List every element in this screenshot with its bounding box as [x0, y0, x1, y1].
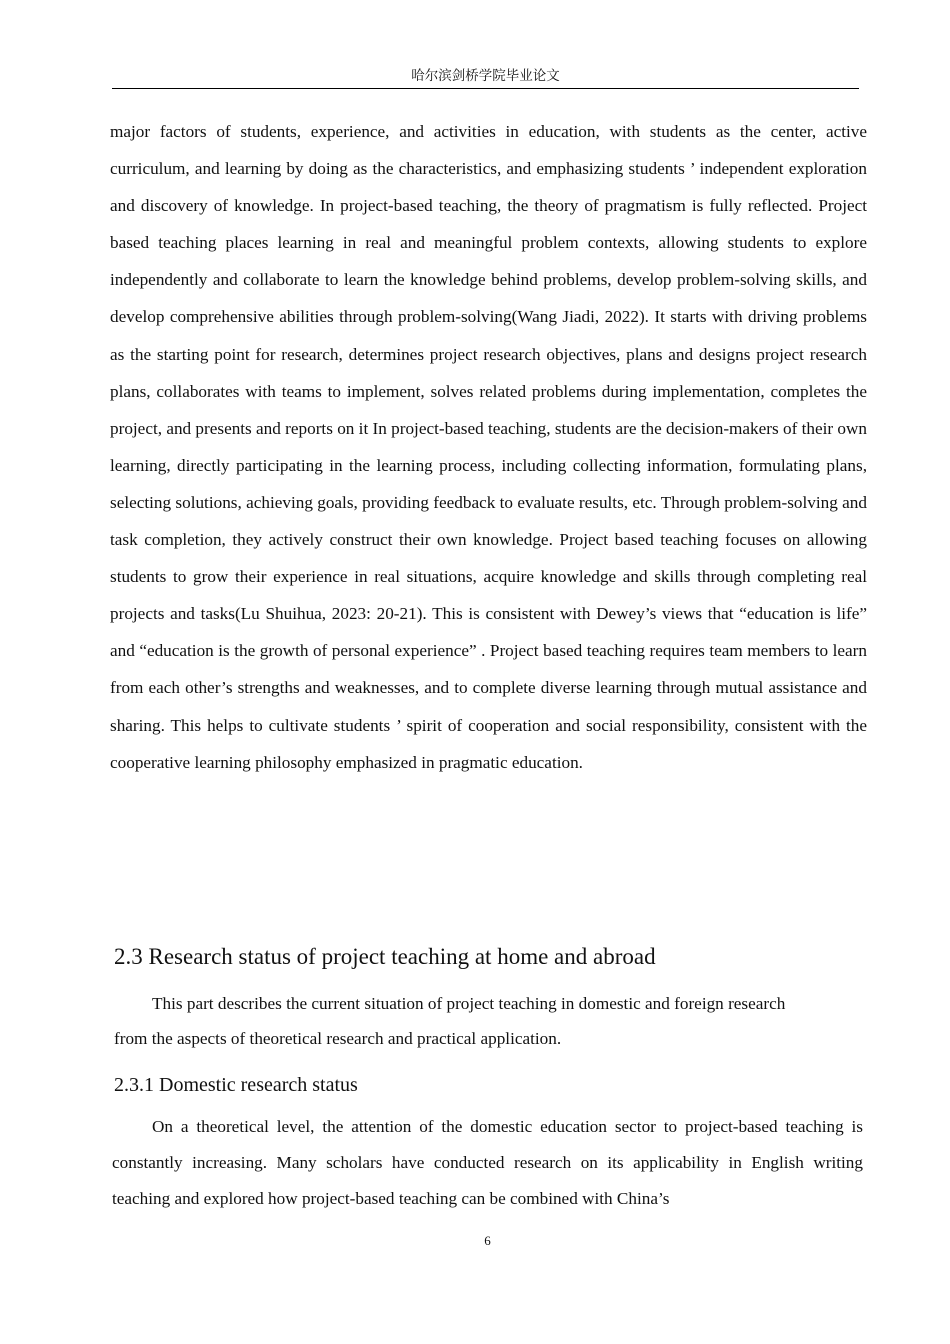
- section-heading: 2.3 Research status of project teaching at home and abroad: [114, 944, 656, 969]
- subsection-heading: 2.3.1 Domestic research status: [114, 1074, 358, 1096]
- subsection-paragraph: On a theoretical level, the attention of the domestic education sector to project-based teaching is constantly increasing. Many scholars have conducted research on its applicability in English writing teaching and explored how project-based teaching can be combined with China’s: [112, 1117, 863, 1208]
- page-header: 哈尔滨剑桥学院毕业论文: [112, 66, 859, 89]
- section-intro-paragraph: This part describes the current situation of project teaching in domestic and foreign research from the aspects of theoretical research and practical application.: [114, 994, 786, 1048]
- page-number: 6: [484, 1233, 491, 1248]
- body-paragraph: major factors of students, experience, and activities in education, with students as the center, active curriculum, and learning by doing as the characteristics, and emphasizing students ’ independent exploration and discovery of knowledge. In project-based teaching, the theory of pragmatism is fully reflected. Project based teaching places learning in real and meaningful problem contexts, allowing students to explore independently and collaborate to learn the knowledge behind problems, develop problem-solving skills, and develop comprehensive abilities through problem-solving(Wang Jiadi, 2022). It starts with driving problems as the starting point for research, determines project research objectives, plans and designs project research plans, collaborates with teams to implement, solves related problems during implementation, completes the project, and presents and reports on it In project-based teaching, students are the decision-makers of their own learning, directly participating in the learning process, including collecting information, formulating plans, selecting solutions, achieving goals, providing feedback to evaluate results, etc. Through problem-solving and task completion, they actively construct their own knowledge. Project based teaching focuses on allowing students to grow their experience in real situations, acquire knowledge and skills through completing real projects and tasks(Lu Shuihua, 2023: 20-21). This is consistent with Dewey’s views that “education is life” and “education is the growth of personal experience” . Project based teaching requires team members to learn from each other’s strengths and weaknesses, and to complete diverse learning through mutual assistance and sharing. This helps to cultivate students ’ spirit of cooperation and social responsibility, consistent with the cooperative learning philosophy emphasized in pragmatic education.: [110, 122, 867, 772]
